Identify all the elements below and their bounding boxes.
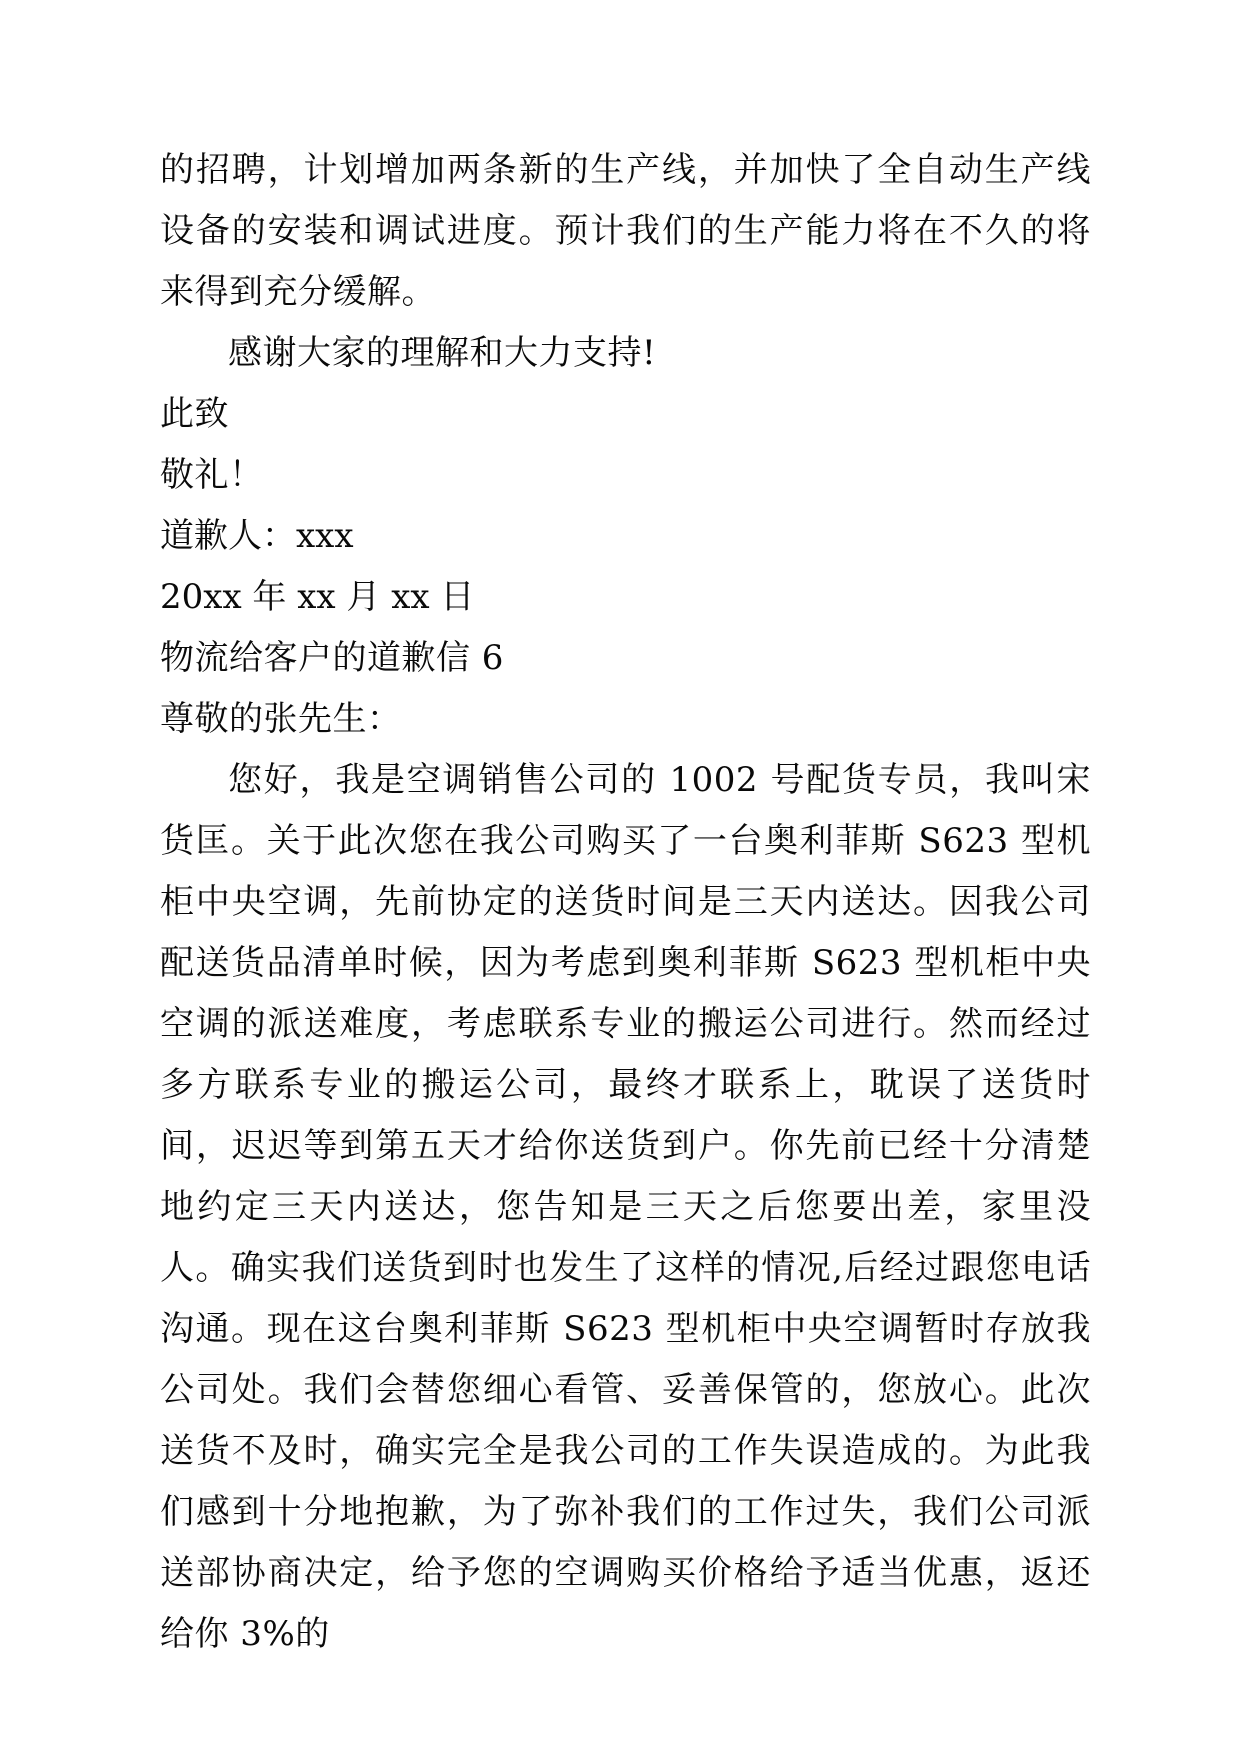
paragraph-section-heading: 物流给客户的道歉信 6 [160, 638, 504, 678]
paragraph-thanks: 感谢大家的理解和大力支持! [228, 333, 657, 373]
paragraph-salutation: 尊敬的张先生： [160, 699, 402, 739]
paragraph-closing-jingli: 敬礼！ [160, 455, 264, 495]
paragraph-closing-cizhi: 此致 [160, 394, 229, 434]
paragraph-body-main: 您好，我是空调销售公司的 1002 号配货专员，我叫宋货匡。关于此次您在我公司购买了一台奥利菲斯 S623 型机柜中央空调，先前协定的送货时间是三天内送达。因我公司配送货品清单时候，因为考虑到奥利菲斯 S623 型机柜中央空调的派送难度，考虑联系专业的搬运公司进行。然而经过多方联系专业的搬运公司，最终才联系上，耽误了送货时间，迟迟等到第五天才给你送货到户。你先前已经十分清楚地约定三天内送达，您告知是三天之后您要出差，家里没人。确实我们送货到时也发生了这样的情况,后经过跟您电话沟通。现在这台奥利菲斯 S623 型机柜中央空调暂时存放我公司处。我们会替您细心看管、妥善保管的，您放心。此次送货不及时，确实完全是我公司的工作失误造成的。为此我们感到十分地抱歉，为了弥补我们的工作过失，我们公司派送部协商决定，给予您的空调购买价格给予适当优惠，返还给你 3%的 [160, 760, 1091, 1654]
paragraph-signature-date: 20xx 年 xx 月 xx 日 [160, 577, 475, 617]
document-body [160, 140, 1091, 1665]
paragraph-production-capacity: 的招聘，计划增加两条新的生产线，并加快了全自动生产线设备的安装和调试进度。预计我们的生产能力将在不久的将来得到充分缓解。 [160, 150, 1091, 312]
paragraph-signature-name: 道歉人：xxx [160, 516, 354, 556]
